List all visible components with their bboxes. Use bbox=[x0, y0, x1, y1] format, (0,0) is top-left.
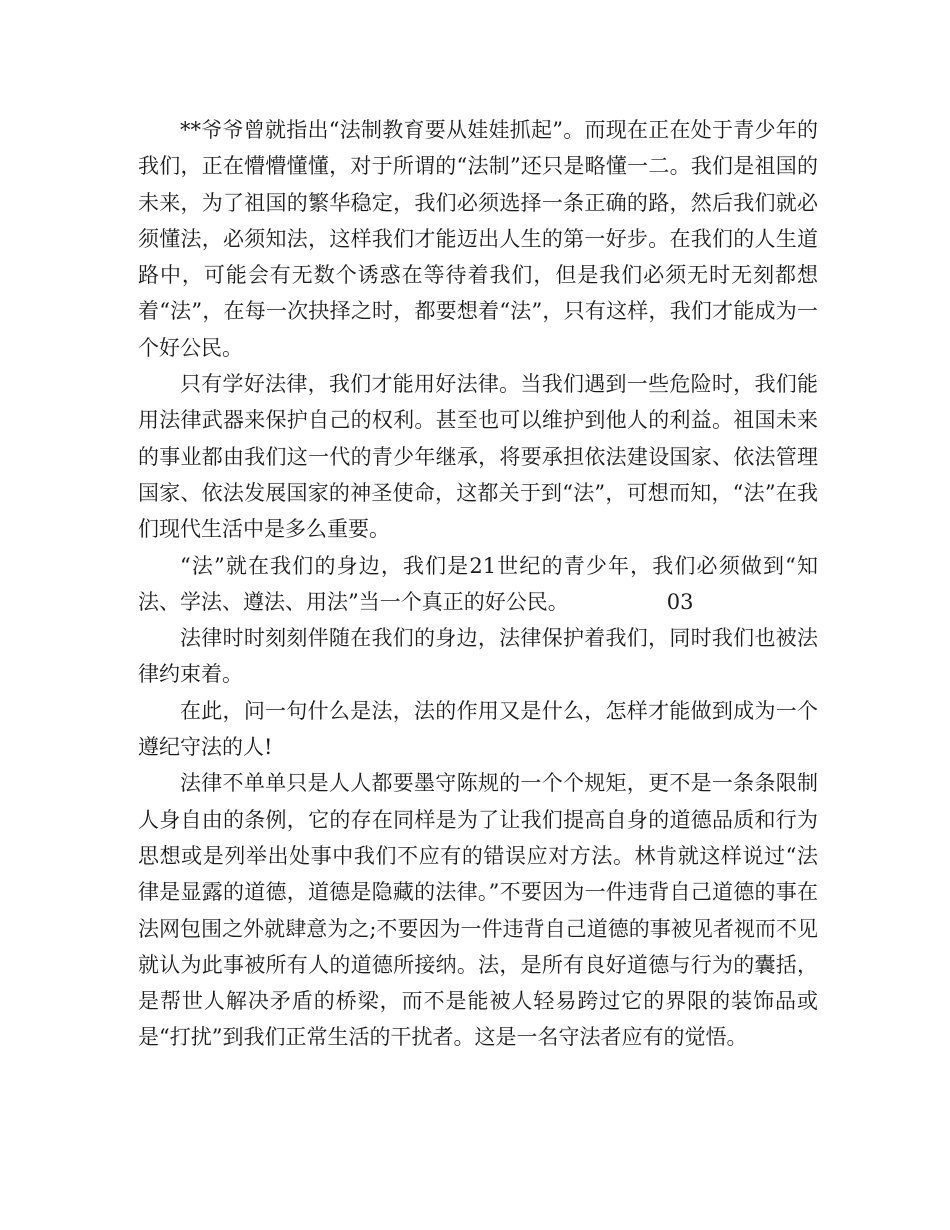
paragraph-6: 法律不单单只是人人都要墨守陈规的一个个规矩，更不是一条条限制人身自由的条例，它的存在同样是为了让我们提高自身的道德品质和行为思想或是列举出处事中我们不应有的错误应对方法。林肯就这样说过“法律是显露的道德，道德是隐藏的法律。”不要因为一件违背自己道德的事在法网包围之外就肆意为之;不要因为一件违背自己道德的事被见者视而不见就认为此事被所有人的道德所接纳。法，是所有良好道德与行为的囊括，是帮世人解决矛盾的桥梁，而不是能被人轻易跨过它的界限的装饰品或是“打扰”到我们正常生活的干扰者。这是一名守法者应有的觉悟。 bbox=[138, 771, 818, 1050]
paragraph-3 bbox=[138, 548, 818, 621]
document-body bbox=[138, 112, 818, 1056]
paragraph-3-text: “法”就在我们的身边，我们是21世纪的青少年，我们必须做到“知法、学法、遵法、用法”当一个真正的好公民。 bbox=[138, 553, 818, 614]
paragraph-4: 法律时时刻刻伴随在我们的身边，法律保护着我们，同时我们也被法律约束着。 bbox=[138, 626, 818, 687]
paragraph-1: **爷爷曾就指出“法制教育要从娃娃抓起”。而现在正在处于青少年的我们，正在懵懵懂懂，对于所谓的“法制”还只是略懂一二。我们是祖国的未来，为了祖国的繁华稳定，我们必须选择一条正确的路，然后我们就必须懂法，必须知法，这样我们才能迈出人生的第一好步。在我们的人生道路中，可能会有无数个诱惑在等待着我们，但是我们必须无时无刻都想着“法”，在每一次抉择之时，都要想着“法”，只有这样，我们才能成为一个好公民。 bbox=[138, 118, 818, 360]
section-number: 03 bbox=[666, 589, 694, 614]
paragraph-5: 在此，问一句什么是法，法的作用又是什么，怎样才能做到成为一个遵纪守法的人! bbox=[138, 698, 818, 760]
paragraph-2: 只有学好法律，我们才能用好法律。当我们遇到一些危险时，我们能用法律武器来保护自己的权利。甚至也可以维护到他人的利益。祖国未来的事业都由我们这一代的青少年继承，将要承担依法建设国家、依法管理国家、依法发展国家的神圣使命，这都关于到“法”，可想而知，“法”在我们现代生活中是多么重要。 bbox=[138, 372, 818, 542]
